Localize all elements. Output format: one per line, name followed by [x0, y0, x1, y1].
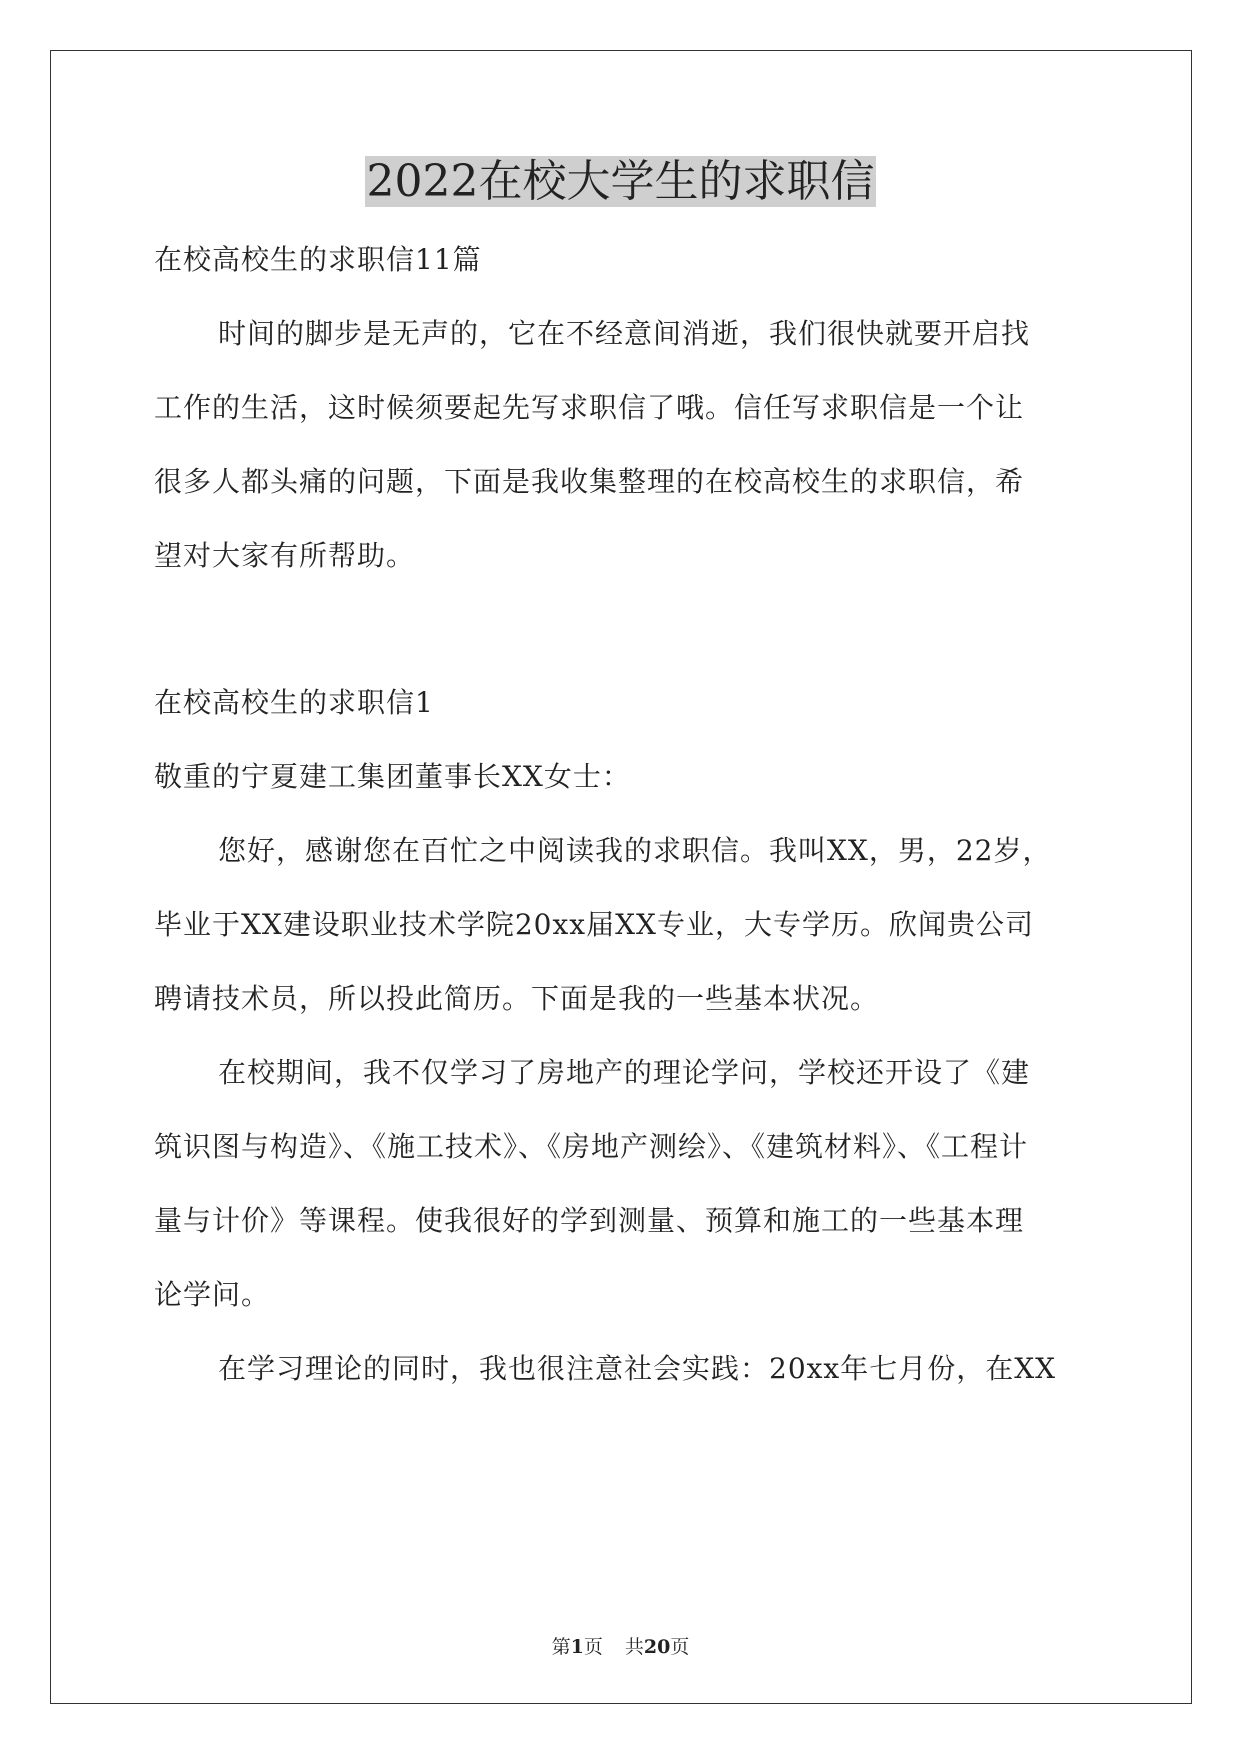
footer-total-prefix: 共 [624, 1636, 644, 1658]
paragraph-line: 时间的脚步是无声的，它在不经意间消逝，我们很快就要开启找 [218, 317, 1031, 350]
footer-total-pages: 20 [643, 1636, 671, 1658]
paragraph-line: 很多人都头痛的问题，下面是我收集整理的在校高校生的求职信，希 [154, 465, 1025, 498]
salutation-line: 敬重的宁夏建工集团董事长XX女士： [154, 760, 631, 793]
footer-page-number: 1 [570, 1636, 584, 1658]
paragraph-line: 望对大家有所帮助。 [154, 539, 416, 572]
footer-page-prefix: 第 [551, 1636, 571, 1658]
page-border [50, 50, 1192, 1704]
paragraph-line: 量与计价》等课程。使我很好的学到测量、预算和施工的一些基本理 [154, 1204, 1025, 1237]
section-heading: 在校高校生的求职信1 [154, 686, 434, 719]
paragraph-line: 您好，感谢您在百忙之中阅读我的求职信。我叫XX，男，22岁， [218, 834, 1052, 867]
paragraph-line: 毕业于XX建设职业技术学院20xx届XX专业，大专学历。欣闻贵公司 [154, 908, 1034, 941]
footer-page-suffix: 页 [583, 1636, 603, 1658]
document-title-text: 2022在校大学生的求职信 [366, 156, 875, 207]
document-title [0, 152, 1241, 212]
subtitle-line: 在校高校生的求职信11篇 [154, 243, 482, 276]
paragraph-line: 筑识图与构造》、《施工技术》、《房地产测绘》、《建筑材料》、《工程计 [154, 1130, 1029, 1163]
paragraph-line: 工作的生活，这时候须要起先写求职信了哦。信任写求职信是一个让 [154, 391, 1025, 424]
paragraph-line: 聘请技术员，所以投此简历。下面是我的一些基本状况。 [154, 982, 880, 1015]
footer-total-suffix: 页 [670, 1636, 690, 1658]
paragraph-line: 论学问。 [154, 1278, 271, 1311]
paragraph-line: 在校期间，我不仅学习了房地产的理论学问，学校还开设了《建 [218, 1056, 1031, 1089]
page-footer [0, 1634, 1241, 1660]
paragraph-line: 在学习理论的同时，我也很注意社会实践：20xx年七月份，在XX [218, 1352, 1057, 1385]
